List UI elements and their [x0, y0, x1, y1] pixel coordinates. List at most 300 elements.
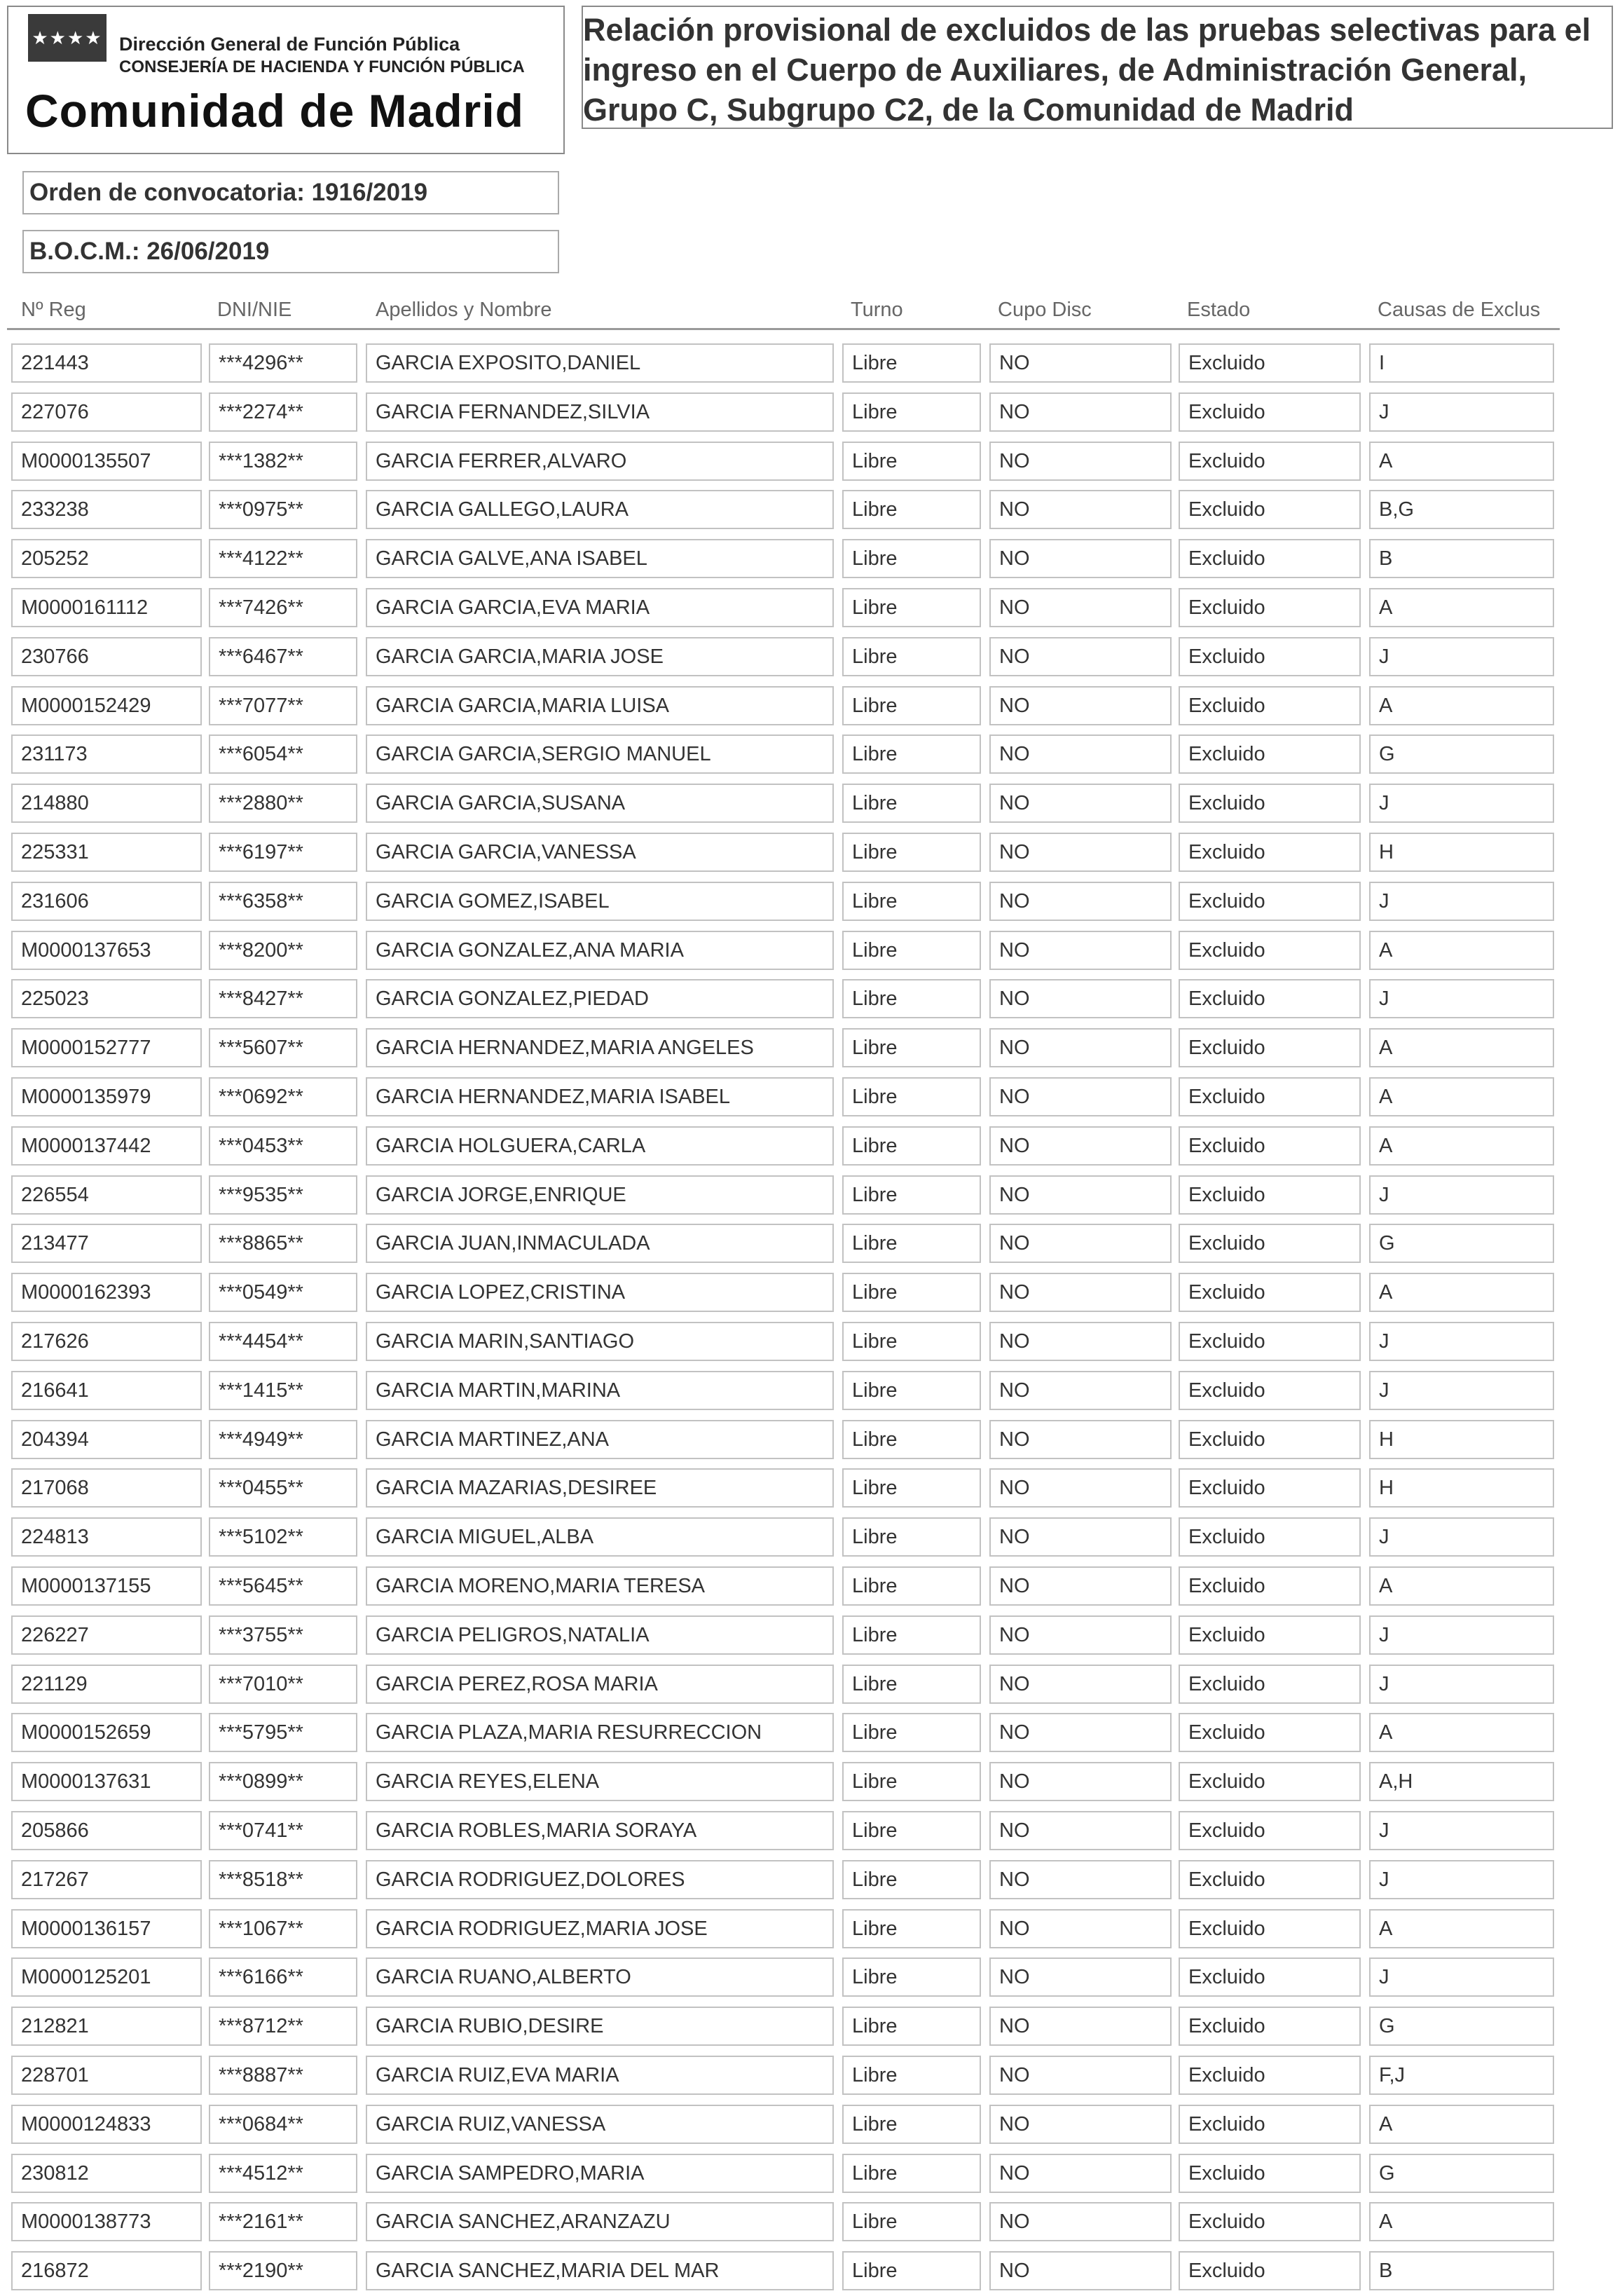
table-row [0, 1126, 1620, 1167]
cell-dni: ***8200** [209, 931, 357, 970]
cell-causas: B [1369, 2251, 1554, 2290]
cell-name: GARCIA MARTIN,MARINA [366, 1371, 834, 1410]
cell-turno: Libre [842, 490, 981, 529]
cell-reg: 225023 [11, 979, 202, 1018]
cell-turno: Libre [842, 2202, 981, 2241]
logo-box [7, 6, 565, 154]
cell-cupo: NO [989, 931, 1172, 970]
cell-reg: M0000152659 [11, 1713, 202, 1752]
cell-dni: ***1415** [209, 1371, 357, 1410]
cell-causas: A [1369, 686, 1554, 725]
cell-dni: ***0899** [209, 1762, 357, 1801]
cell-cupo: NO [989, 1517, 1172, 1557]
column-header-estado: Estado [1187, 299, 1251, 321]
table-row [0, 343, 1620, 384]
cell-estado: Excluido [1179, 1811, 1361, 1850]
cell-name: GARCIA RUIZ,VANESSA [366, 2105, 834, 2144]
cell-name: GARCIA MAZARIAS,DESIREE [366, 1468, 834, 1508]
cell-causas: A [1369, 1028, 1554, 1067]
table-row [0, 1909, 1620, 1950]
cell-dni: ***2880** [209, 784, 357, 823]
cell-name: GARCIA GARCIA,SUSANA [366, 784, 834, 823]
cell-name: GARCIA EXPOSITO,DANIEL [366, 343, 834, 383]
cell-name: GARCIA GARCIA,MARIA JOSE [366, 637, 834, 676]
cell-name: GARCIA SANCHEZ,MARIA DEL MAR [366, 2251, 834, 2290]
cell-causas: A [1369, 1566, 1554, 1606]
cell-dni: ***0741** [209, 1811, 357, 1850]
cell-turno: Libre [842, 2105, 981, 2144]
cell-reg: 217626 [11, 1322, 202, 1361]
column-header-reg: Nº Reg [21, 299, 86, 321]
cell-reg: 213477 [11, 1224, 202, 1263]
cell-name: GARCIA RODRIGUEZ,MARIA JOSE [366, 1909, 834, 1948]
table-row [0, 1860, 1620, 1901]
cell-name: GARCIA RUANO,ALBERTO [366, 1957, 834, 1997]
cell-estado: Excluido [1179, 1028, 1361, 1067]
cell-turno: Libre [842, 1615, 981, 1655]
table-row [0, 1371, 1620, 1412]
cell-name: GARCIA GARCIA,EVA MARIA [366, 588, 834, 627]
cell-turno: Libre [842, 1860, 981, 1899]
table-row [0, 2202, 1620, 2243]
column-header-dni: DNI/NIE [217, 299, 292, 321]
cell-causas: H [1369, 833, 1554, 872]
cell-turno: Libre [842, 343, 981, 383]
cell-turno: Libre [842, 1468, 981, 1508]
cell-reg: M0000137155 [11, 1566, 202, 1606]
cell-causas: J [1369, 1665, 1554, 1704]
cell-reg: 221443 [11, 343, 202, 383]
cell-turno: Libre [842, 686, 981, 725]
cell-cupo: NO [989, 1811, 1172, 1850]
cell-estado: Excluido [1179, 2251, 1361, 2290]
cell-name: GARCIA RODRIGUEZ,DOLORES [366, 1860, 834, 1899]
cell-name: GARCIA MARIN,SANTIAGO [366, 1322, 834, 1361]
cell-name: GARCIA GALVE,ANA ISABEL [366, 539, 834, 578]
org-line-2: CONSEJERÍA DE HACIENDA Y FUNCIÓN PÚBLICA [119, 57, 525, 76]
cell-estado: Excluido [1179, 637, 1361, 676]
cell-dni: ***4512** [209, 2154, 357, 2193]
cell-cupo: NO [989, 1224, 1172, 1263]
cell-turno: Libre [842, 1566, 981, 1606]
cell-dni: ***1067** [209, 1909, 357, 1948]
cell-reg: 226554 [11, 1175, 202, 1215]
cell-reg: M0000135507 [11, 442, 202, 481]
cell-causas: A [1369, 442, 1554, 481]
cell-name: GARCIA PLAZA,MARIA RESURRECCION [366, 1713, 834, 1752]
cell-turno: Libre [842, 1126, 981, 1166]
table-row [0, 1028, 1620, 1069]
cell-cupo: NO [989, 539, 1172, 578]
cell-estado: Excluido [1179, 1126, 1361, 1166]
cell-estado: Excluido [1179, 686, 1361, 725]
cell-turno: Libre [842, 2056, 981, 2095]
cell-reg: M0000138773 [11, 2202, 202, 2241]
table-row [0, 931, 1620, 971]
cell-estado: Excluido [1179, 931, 1361, 970]
cell-dni: ***0975** [209, 490, 357, 529]
table-row [0, 1713, 1620, 1754]
column-header-name: Apellidos y Nombre [376, 299, 552, 321]
cell-turno: Libre [842, 1957, 981, 1997]
cell-turno: Libre [842, 833, 981, 872]
cell-name: GARCIA GARCIA,SERGIO MANUEL [366, 734, 834, 774]
table-row [0, 979, 1620, 1020]
cell-reg: 205866 [11, 1811, 202, 1850]
cell-cupo: NO [989, 1028, 1172, 1067]
cell-dni: ***8712** [209, 2007, 357, 2046]
cell-estado: Excluido [1179, 1468, 1361, 1508]
cell-reg: 217068 [11, 1468, 202, 1508]
cell-cupo: NO [989, 588, 1172, 627]
cell-estado: Excluido [1179, 2105, 1361, 2144]
cell-dni: ***2274** [209, 392, 357, 432]
cell-cupo: NO [989, 442, 1172, 481]
cell-dni: ***1382** [209, 442, 357, 481]
cell-dni: ***7010** [209, 1665, 357, 1704]
cell-reg: 226227 [11, 1615, 202, 1655]
cell-turno: Libre [842, 2154, 981, 2193]
cell-reg: 233238 [11, 490, 202, 529]
table-row [0, 1175, 1620, 1216]
table-row [0, 442, 1620, 482]
cell-cupo: NO [989, 1860, 1172, 1899]
table-row [0, 1957, 1620, 1998]
cell-estado: Excluido [1179, 1909, 1361, 1948]
cell-reg: M0000161112 [11, 588, 202, 627]
cell-reg: M0000137653 [11, 931, 202, 970]
table-row [0, 588, 1620, 629]
cell-causas: J [1369, 1615, 1554, 1655]
cell-causas: J [1369, 1517, 1554, 1557]
cell-dni: ***4296** [209, 343, 357, 383]
cell-reg: 224813 [11, 1517, 202, 1557]
cell-name: GARCIA HOLGUERA,CARLA [366, 1126, 834, 1166]
table-row [0, 1273, 1620, 1313]
cell-dni: ***0455** [209, 1468, 357, 1508]
cell-cupo: NO [989, 1322, 1172, 1361]
cell-causas: J [1369, 1860, 1554, 1899]
cell-estado: Excluido [1179, 1860, 1361, 1899]
column-header-cupo: Cupo Disc [998, 299, 1092, 321]
table-row [0, 490, 1620, 531]
cell-turno: Libre [842, 2251, 981, 2290]
cell-causas: J [1369, 1371, 1554, 1410]
cell-dni: ***5645** [209, 1566, 357, 1606]
cell-causas: A [1369, 2105, 1554, 2144]
cell-estado: Excluido [1179, 2007, 1361, 2046]
cell-name: GARCIA MORENO,MARIA TERESA [366, 1566, 834, 1606]
cell-turno: Libre [842, 1517, 981, 1557]
cell-name: GARCIA GARCIA,MARIA LUISA [366, 686, 834, 725]
cell-causas: A [1369, 588, 1554, 627]
cell-dni: ***5795** [209, 1713, 357, 1752]
cell-dni: ***2161** [209, 2202, 357, 2241]
cell-dni: ***6197** [209, 833, 357, 872]
cell-dni: ***8887** [209, 2056, 357, 2095]
cell-cupo: NO [989, 1126, 1172, 1166]
cell-reg: 231173 [11, 734, 202, 774]
cell-reg: 231606 [11, 882, 202, 921]
cell-reg: 216641 [11, 1371, 202, 1410]
cell-dni: ***5102** [209, 1517, 357, 1557]
table-row [0, 637, 1620, 678]
table-row [0, 734, 1620, 775]
cell-causas: J [1369, 979, 1554, 1018]
cell-cupo: NO [989, 1762, 1172, 1801]
cell-cupo: NO [989, 637, 1172, 676]
cell-cupo: NO [989, 1713, 1172, 1752]
cell-reg: 214880 [11, 784, 202, 823]
cell-dni: ***9535** [209, 1175, 357, 1215]
cell-cupo: NO [989, 734, 1172, 774]
cell-name: GARCIA PEREZ,ROSA MARIA [366, 1665, 834, 1704]
cell-name: GARCIA JUAN,INMACULADA [366, 1224, 834, 1263]
cell-estado: Excluido [1179, 1371, 1361, 1410]
table-row [0, 1077, 1620, 1118]
cell-name: GARCIA GOMEZ,ISABEL [366, 882, 834, 921]
cell-turno: Libre [842, 392, 981, 432]
cell-dni: ***4454** [209, 1322, 357, 1361]
cell-name: GARCIA FERRER,ALVARO [366, 442, 834, 481]
cell-estado: Excluido [1179, 1713, 1361, 1752]
cell-reg: M0000152429 [11, 686, 202, 725]
cell-estado: Excluido [1179, 1175, 1361, 1215]
table-row [0, 1811, 1620, 1852]
cell-estado: Excluido [1179, 2056, 1361, 2095]
cell-cupo: NO [989, 1957, 1172, 1997]
cell-estado: Excluido [1179, 1762, 1361, 1801]
cell-turno: Libre [842, 1909, 981, 1948]
cell-turno: Libre [842, 1077, 981, 1116]
cell-estado: Excluido [1179, 784, 1361, 823]
cell-cupo: NO [989, 2007, 1172, 2046]
cell-reg: 212821 [11, 2007, 202, 2046]
cell-name: GARCIA HERNANDEZ,MARIA ISABEL [366, 1077, 834, 1116]
cell-estado: Excluido [1179, 882, 1361, 921]
cell-causas: A [1369, 1713, 1554, 1752]
page-title: Relación provisional de excluidos de las pruebas selectivas para el ingreso en el Cuerpo de Auxiliares, de Administración General, Grupo C, Subgrupo C2, de la Comunidad de Madrid [583, 12, 1591, 128]
cell-dni: ***7426** [209, 588, 357, 627]
cell-turno: Libre [842, 2007, 981, 2046]
cell-causas: H [1369, 1468, 1554, 1508]
table-row [0, 784, 1620, 824]
cell-dni: ***6166** [209, 1957, 357, 1997]
cell-causas: J [1369, 784, 1554, 823]
cell-causas: B,G [1369, 490, 1554, 529]
cell-name: GARCIA ROBLES,MARIA SORAYA [366, 1811, 834, 1850]
cell-causas: G [1369, 1224, 1554, 1263]
cell-dni: ***6467** [209, 637, 357, 676]
cell-reg: M0000152777 [11, 1028, 202, 1067]
cell-dni: ***0453** [209, 1126, 357, 1166]
cell-reg: 225331 [11, 833, 202, 872]
cell-turno: Libre [842, 784, 981, 823]
cell-turno: Libre [842, 1224, 981, 1263]
header-divider [7, 328, 1560, 330]
cell-cupo: NO [989, 686, 1172, 725]
cell-causas: I [1369, 343, 1554, 383]
cell-name: GARCIA MARTINEZ,ANA [366, 1420, 834, 1459]
cell-causas: J [1369, 1322, 1554, 1361]
cell-causas: H [1369, 1420, 1554, 1459]
cell-reg: M0000137442 [11, 1126, 202, 1166]
cell-reg: 227076 [11, 392, 202, 432]
cell-turno: Libre [842, 442, 981, 481]
cell-causas: A [1369, 1909, 1554, 1948]
cell-dni: ***2190** [209, 2251, 357, 2290]
cell-causas: B [1369, 539, 1554, 578]
cell-cupo: NO [989, 1665, 1172, 1704]
cell-estado: Excluido [1179, 1224, 1361, 1263]
cell-reg: 221129 [11, 1665, 202, 1704]
cell-turno: Libre [842, 588, 981, 627]
cell-causas: A [1369, 1126, 1554, 1166]
cell-estado: Excluido [1179, 1665, 1361, 1704]
cell-turno: Libre [842, 1420, 981, 1459]
cell-estado: Excluido [1179, 734, 1361, 774]
cell-estado: Excluido [1179, 343, 1361, 383]
cell-cupo: NO [989, 979, 1172, 1018]
table-row [0, 539, 1620, 580]
column-header-causas: Causas de Exclus [1378, 299, 1541, 321]
table-row [0, 1517, 1620, 1558]
cell-cupo: NO [989, 2105, 1172, 2144]
cell-dni: ***4949** [209, 1420, 357, 1459]
cell-reg: M0000125201 [11, 1957, 202, 1997]
column-header-turno: Turno [851, 299, 903, 321]
cell-turno: Libre [842, 979, 981, 1018]
cell-causas: A,H [1369, 1762, 1554, 1801]
cell-cupo: NO [989, 1615, 1172, 1655]
cell-turno: Libre [842, 1028, 981, 1067]
table-row [0, 1665, 1620, 1705]
org-line-1: Dirección General de Función Pública [119, 34, 460, 55]
cell-reg: 217267 [11, 1860, 202, 1899]
cell-estado: Excluido [1179, 833, 1361, 872]
cell-reg: 204394 [11, 1420, 202, 1459]
cell-reg: M0000124833 [11, 2105, 202, 2144]
cell-reg: 216872 [11, 2251, 202, 2290]
cell-dni: ***7077** [209, 686, 357, 725]
cell-turno: Libre [842, 539, 981, 578]
cell-dni: ***0692** [209, 1077, 357, 1116]
cell-causas: G [1369, 2154, 1554, 2193]
cell-causas: J [1369, 1175, 1554, 1215]
cell-dni: ***0549** [209, 1273, 357, 1312]
table-row [0, 2056, 1620, 2096]
cell-name: GARCIA HERNANDEZ,MARIA ANGELES [366, 1028, 834, 1067]
cell-estado: Excluido [1179, 979, 1361, 1018]
cell-cupo: NO [989, 1420, 1172, 1459]
cell-dni: ***5607** [209, 1028, 357, 1067]
cell-name: GARCIA GALLEGO,LAURA [366, 490, 834, 529]
cell-turno: Libre [842, 1371, 981, 1410]
cell-estado: Excluido [1179, 588, 1361, 627]
cell-estado: Excluido [1179, 1517, 1361, 1557]
cell-estado: Excluido [1179, 1420, 1361, 1459]
cell-causas: A [1369, 2202, 1554, 2241]
cell-name: GARCIA SANCHEZ,ARANZAZU [366, 2202, 834, 2241]
cell-reg: 230766 [11, 637, 202, 676]
cell-estado: Excluido [1179, 1957, 1361, 1997]
cell-turno: Libre [842, 1762, 981, 1801]
cell-cupo: NO [989, 1566, 1172, 1606]
table-row [0, 1615, 1620, 1656]
madrid-flag-icon: ★★★★ [28, 14, 107, 62]
cell-cupo: NO [989, 833, 1172, 872]
cell-name: GARCIA MIGUEL,ALBA [366, 1517, 834, 1557]
cell-dni: ***8427** [209, 979, 357, 1018]
cell-causas: F,J [1369, 2056, 1554, 2095]
table-row [0, 2154, 1620, 2194]
cell-dni: ***6054** [209, 734, 357, 774]
cell-reg: M0000162393 [11, 1273, 202, 1312]
cell-cupo: NO [989, 1468, 1172, 1508]
cell-cupo: NO [989, 1175, 1172, 1215]
cell-cupo: NO [989, 2154, 1172, 2193]
cell-estado: Excluido [1179, 1273, 1361, 1312]
cell-estado: Excluido [1179, 2202, 1361, 2241]
cell-causas: A [1369, 1273, 1554, 1312]
cell-cupo: NO [989, 784, 1172, 823]
table-row [0, 1762, 1620, 1803]
cell-name: GARCIA PELIGROS,NATALIA [366, 1615, 834, 1655]
cell-turno: Libre [842, 637, 981, 676]
cell-name: GARCIA JORGE,ENRIQUE [366, 1175, 834, 1215]
table-row [0, 1420, 1620, 1461]
cell-reg: M0000136157 [11, 1909, 202, 1948]
cell-reg: M0000135979 [11, 1077, 202, 1116]
table-row [0, 1566, 1620, 1607]
cell-cupo: NO [989, 343, 1172, 383]
cell-turno: Libre [842, 1322, 981, 1361]
cell-name: GARCIA FERNANDEZ,SILVIA [366, 392, 834, 432]
cell-name: GARCIA GARCIA,VANESSA [366, 833, 834, 872]
cell-reg: 205252 [11, 539, 202, 578]
cell-estado: Excluido [1179, 539, 1361, 578]
cell-estado: Excluido [1179, 1566, 1361, 1606]
table-row [0, 1468, 1620, 1509]
table-row [0, 1224, 1620, 1264]
cell-name: GARCIA GONZALEZ,PIEDAD [366, 979, 834, 1018]
cell-dni: ***3755** [209, 1615, 357, 1655]
cell-turno: Libre [842, 1273, 981, 1312]
table-row [0, 2251, 1620, 2292]
cell-causas: A [1369, 1077, 1554, 1116]
table-row [0, 686, 1620, 727]
cell-name: GARCIA LOPEZ,CRISTINA [366, 1273, 834, 1312]
cell-reg: M0000137631 [11, 1762, 202, 1801]
cell-name: GARCIA GONZALEZ,ANA MARIA [366, 931, 834, 970]
cell-estado: Excluido [1179, 442, 1361, 481]
cell-cupo: NO [989, 2056, 1172, 2095]
cell-causas: J [1369, 1811, 1554, 1850]
bocm-field: B.O.C.M.: 26/06/2019 [22, 230, 559, 273]
cell-estado: Excluido [1179, 2154, 1361, 2193]
table-row [0, 1322, 1620, 1362]
cell-reg: 228701 [11, 2056, 202, 2095]
order-field: Orden de convocatoria: 1916/2019 [22, 171, 559, 214]
cell-cupo: NO [989, 1077, 1172, 1116]
cell-dni: ***6358** [209, 882, 357, 921]
cell-name: GARCIA RUBIO,DESIRE [366, 2007, 834, 2046]
table-row [0, 2105, 1620, 2145]
cell-name: GARCIA REYES,ELENA [366, 1762, 834, 1801]
cell-causas: J [1369, 637, 1554, 676]
cell-turno: Libre [842, 1713, 981, 1752]
cell-turno: Libre [842, 1665, 981, 1704]
